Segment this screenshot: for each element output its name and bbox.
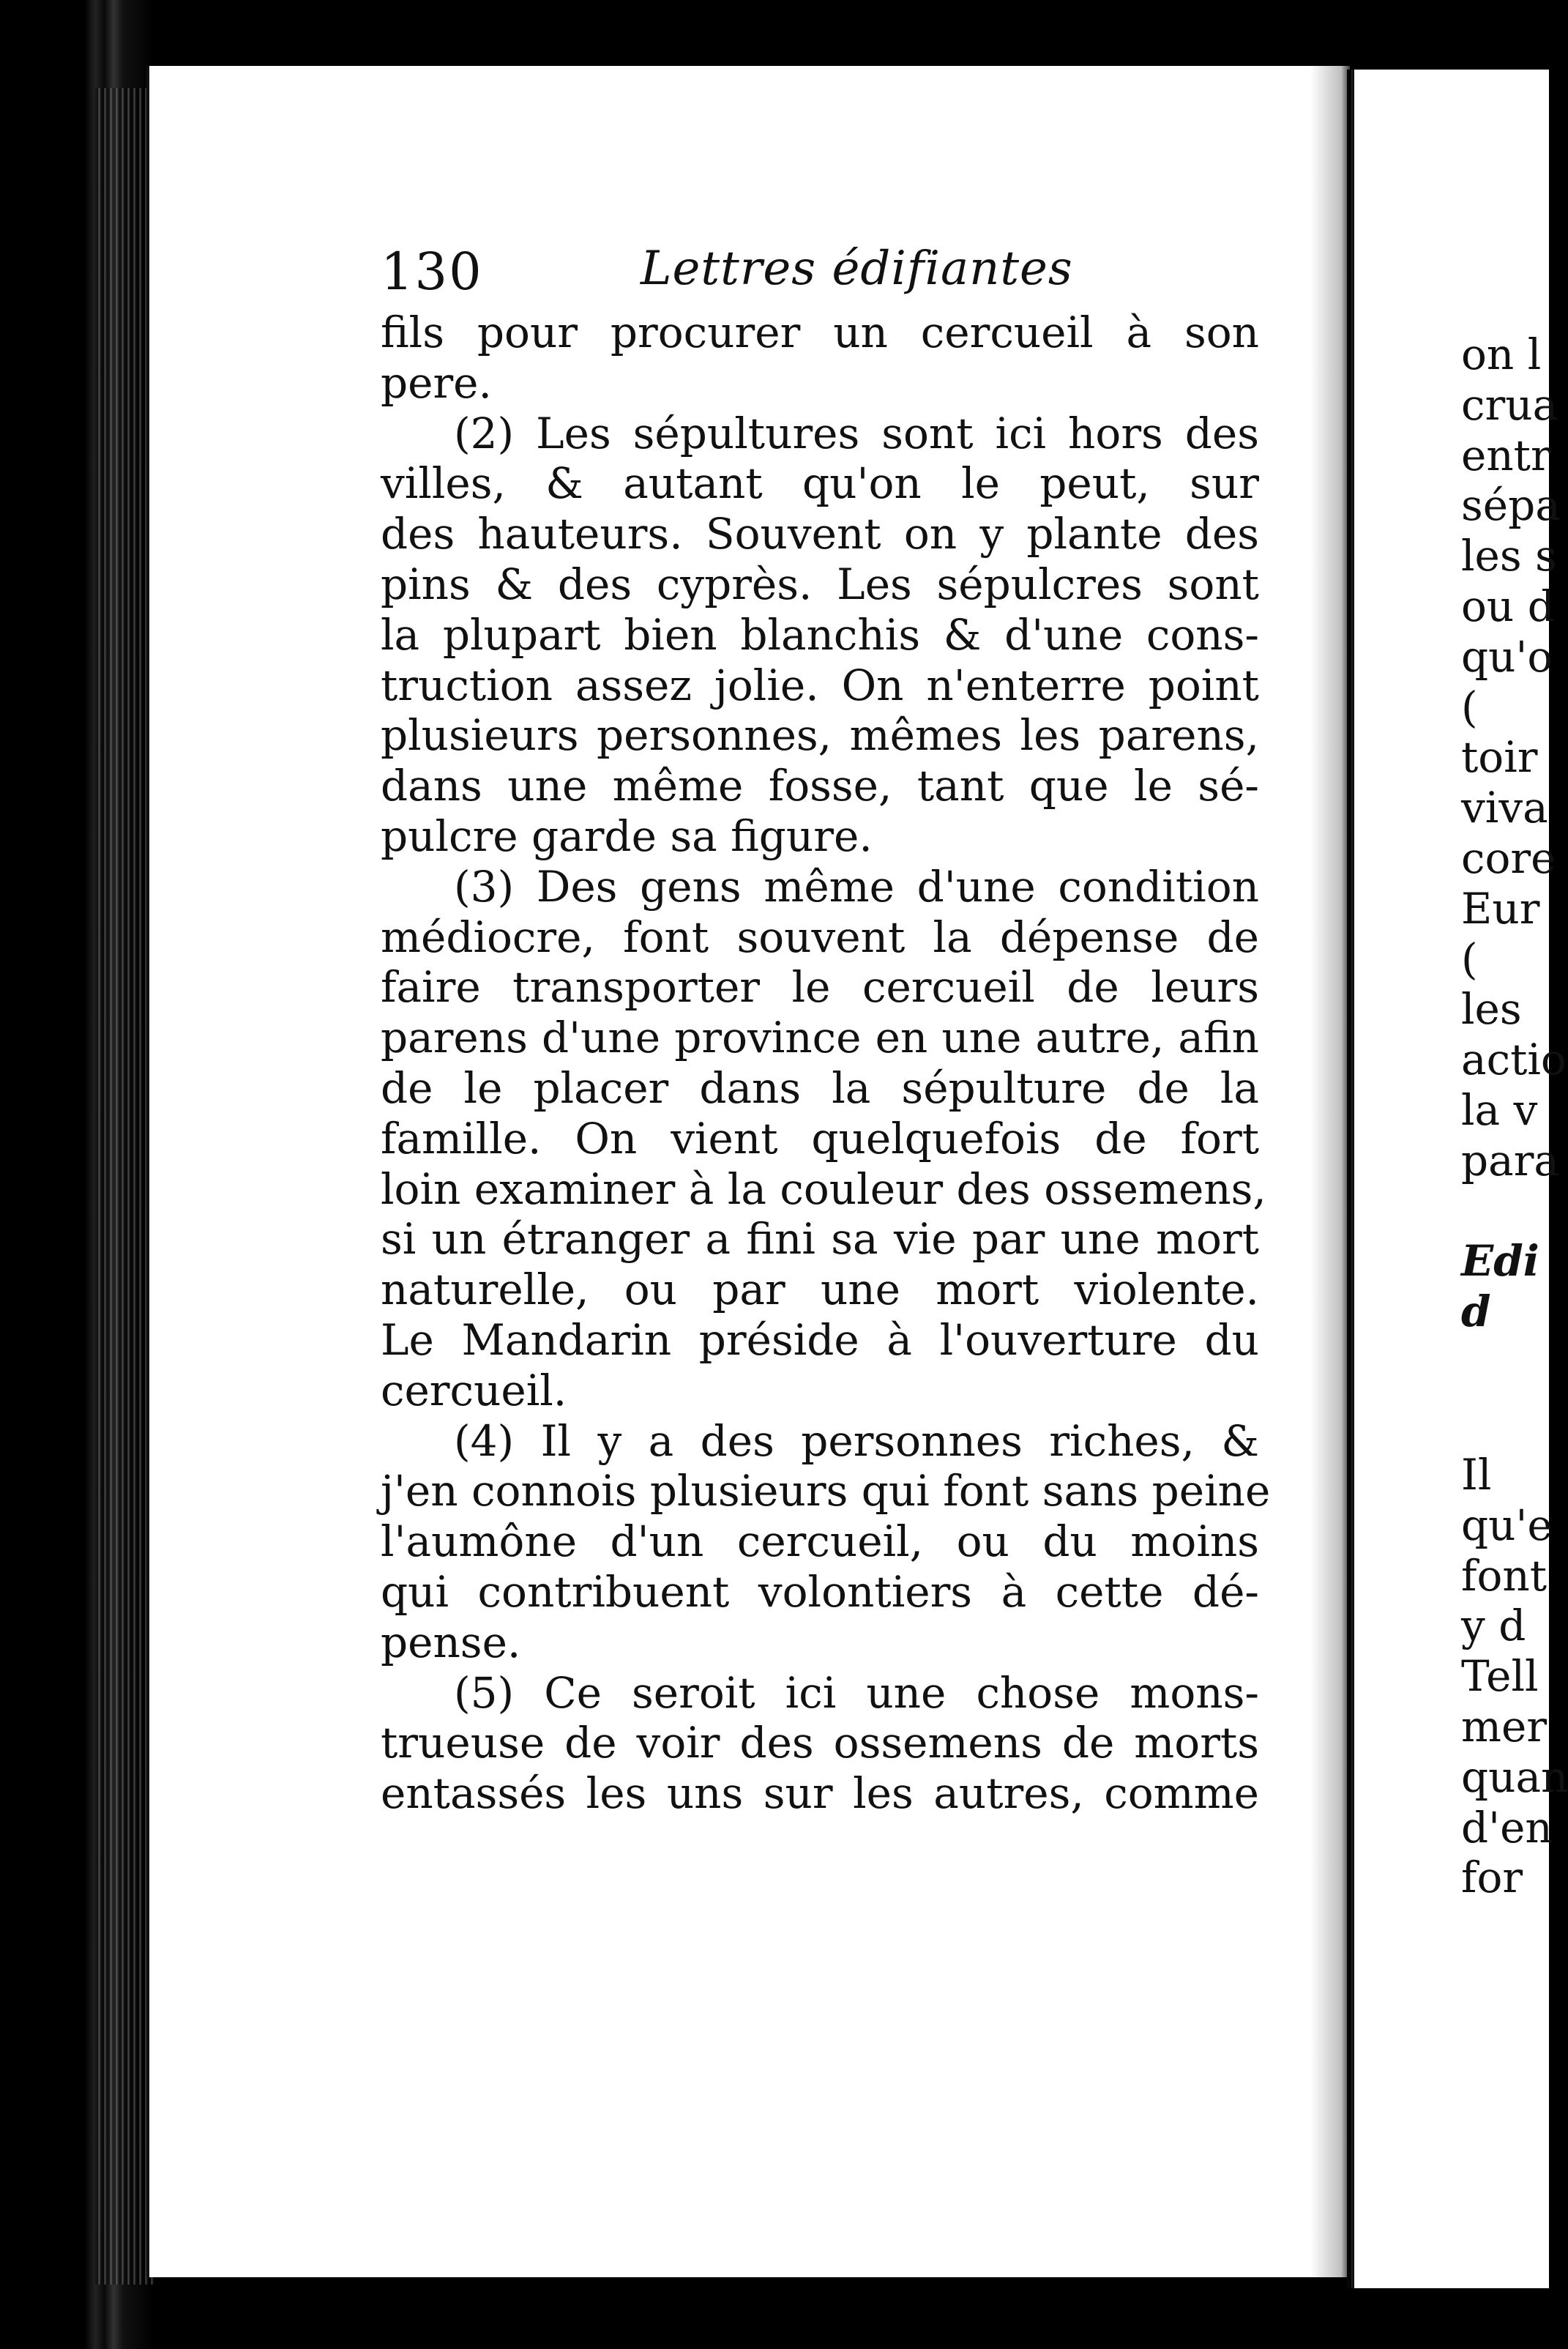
text-line: pins & des cyprès. Les sépulcres sont <box>381 559 1259 609</box>
text-line: trueuse de voir des ossemens de morts <box>381 1718 1259 1768</box>
text-line: fils pour procurer un cercueil à son <box>381 308 1259 357</box>
right-line: y d <box>1461 1601 1526 1651</box>
text-line: cercueil. <box>381 1365 567 1415</box>
text-line: parens d'une province en une autre, afin <box>381 1013 1259 1063</box>
right-line: viva <box>1461 783 1548 833</box>
running-head <box>381 242 1259 308</box>
right-heading-line: Edi <box>1461 1236 1539 1287</box>
right-line: entr <box>1461 430 1551 480</box>
text-line: entassés les uns sur les autres, comme <box>381 1768 1259 1819</box>
right-page-text-top <box>1351 330 1567 1337</box>
right-line: la v <box>1461 1084 1538 1135</box>
right-line: Eur <box>1461 883 1540 934</box>
text-line: naturelle, ou par une mort violente. <box>381 1265 1259 1315</box>
text-line: si un étranger a fini sa vie par une mort <box>381 1214 1259 1265</box>
text-line: médiocre, font souvent la dépense de <box>381 912 1259 962</box>
right-page <box>1347 70 1568 2288</box>
right-line: font <box>1461 1550 1548 1601</box>
text-line: j'en connois plusieurs qui font sans peine <box>381 1466 1271 1516</box>
text-line: des hauteurs. Souvent on y plante des <box>381 509 1259 559</box>
text-line: faire transporter le cercueil de leurs <box>381 962 1259 1013</box>
right-line: Tell <box>1461 1651 1539 1702</box>
right-line: crua <box>1461 379 1558 430</box>
text-line: villes, & autant qu'on le peut, sur <box>381 458 1259 509</box>
right-line: ( <box>1461 682 1478 732</box>
right-line: para <box>1461 1135 1560 1185</box>
text-line: (4) Il y a des personnes riches, & <box>454 1415 1259 1466</box>
text-line: de le placer dans la sépulture de la <box>381 1062 1259 1113</box>
running-title: Lettres édifiantes <box>641 242 1073 296</box>
text-line: l'aumône d'un cercueil, ou du moins <box>381 1516 1259 1567</box>
right-line: core <box>1461 833 1556 883</box>
text-line: (3) Des gens même d'une condition <box>454 861 1259 912</box>
right-line: Il <box>1461 1450 1492 1500</box>
text-line: la plupart bien blanchis & d'une cons- <box>381 609 1259 660</box>
text-line: qui contribuent volontiers à cette dé- <box>381 1566 1259 1617</box>
text-line: pere. <box>381 357 492 408</box>
text-line: famille. On vient quelquefois de fort <box>381 1113 1259 1164</box>
text-line: truction assez jolie. On n'enterre point <box>381 660 1259 710</box>
text-line: pense. <box>381 1617 521 1667</box>
text-line: (5) Ce seroit ici une chose mons- <box>454 1667 1259 1718</box>
right-line: quan <box>1461 1751 1568 1802</box>
page-edges <box>95 88 154 2285</box>
right-line: d'en <box>1461 1802 1553 1853</box>
text-line: Le Mandarin préside à l'ouverture du <box>381 1314 1259 1365</box>
right-line: les s <box>1461 531 1557 581</box>
text-line: loin examiner à la couleur des ossemens, <box>381 1164 1266 1214</box>
text-line: pulcre garde sa figure. <box>381 811 873 861</box>
right-line: actio <box>1461 1035 1567 1085</box>
right-line: qu'e <box>1461 1500 1553 1550</box>
right-line: ou d <box>1461 581 1555 631</box>
right-line: qu'o <box>1461 631 1553 682</box>
right-line: sépa <box>1461 480 1561 531</box>
right-line: toir <box>1461 732 1538 783</box>
right-line: mer <box>1461 1701 1548 1751</box>
right-line: on l <box>1461 330 1542 379</box>
page-number: 130 <box>381 242 483 302</box>
right-page-text-bottom <box>1351 1450 1568 1903</box>
page-gutter <box>1310 66 1354 2299</box>
right-line: les <box>1461 984 1522 1035</box>
text-line: plusieurs personnes, mêmes les parens, <box>381 710 1259 761</box>
text-line: dans une même fosse, tant que le sé- <box>381 761 1259 811</box>
right-line: for <box>1461 1853 1523 1903</box>
text-line: (2) Les sépultures sont ici hors des <box>454 408 1259 458</box>
right-heading-line: d <box>1461 1287 1491 1337</box>
right-line: ( <box>1461 934 1478 984</box>
body-text <box>381 308 1271 1819</box>
